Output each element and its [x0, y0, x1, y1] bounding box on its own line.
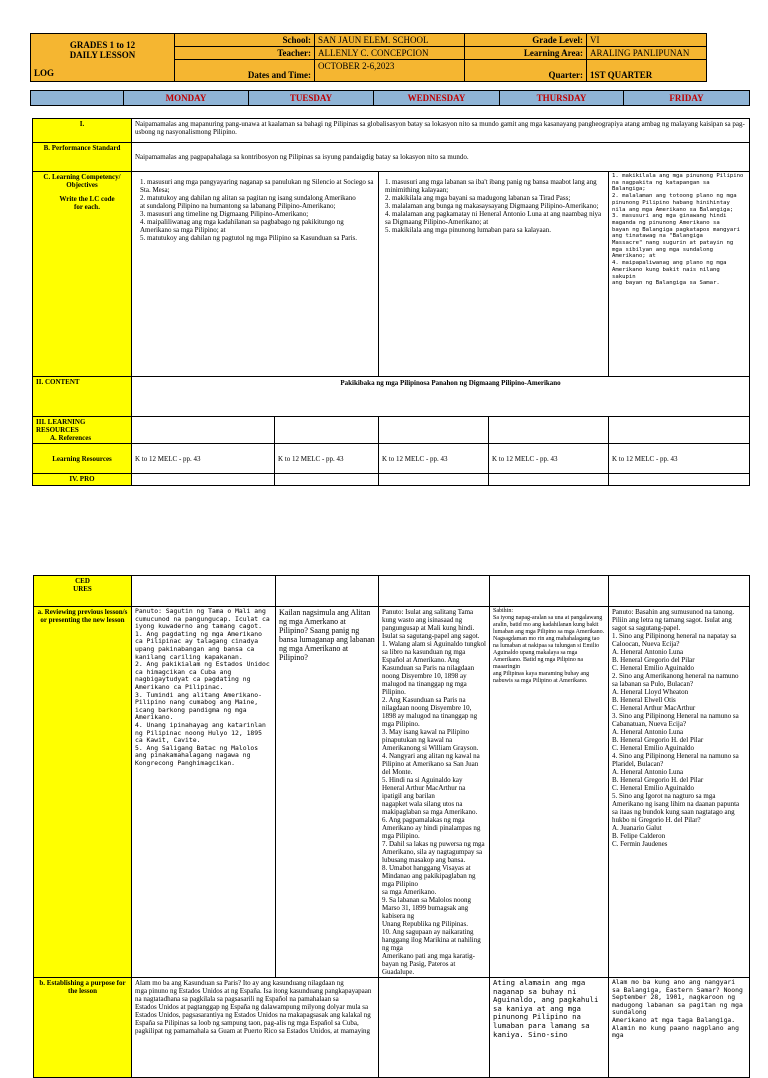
- pro-cell-thu: [489, 474, 609, 486]
- quarter-value: 1ST QUARTER: [587, 60, 707, 82]
- quarter-label: Quarter:: [465, 60, 587, 82]
- dates-value: OCTOBER 2-6,2023: [315, 60, 465, 82]
- area-label: Learning Area:: [465, 47, 587, 60]
- purpose-label: b. Establishing a purpose for the lesson: [34, 978, 132, 1078]
- teacher-value: ALLENLY C. CONCEPCION: [315, 47, 465, 60]
- lesson-table-page1: [32, 118, 750, 486]
- header-table: [30, 33, 707, 82]
- days-bar: [30, 90, 750, 106]
- pro-cell-mon: [132, 474, 275, 486]
- day-thursday: THURSDAY: [500, 91, 624, 106]
- pro-cell-tue: [275, 474, 379, 486]
- pro-cell-fri: [609, 474, 750, 486]
- purpose-wednesday: Ating alamain ang mga naganap sa buhay ni Aguinaldo, ang pagkahuli sa kaniya at ang mga pinunong Pilipino na lumaban para lamang sa kaniya. Sino-sino: [490, 978, 609, 1078]
- p2-blank-fri: [609, 576, 750, 607]
- purpose-monday: Alam mo ba ang Kasunduan sa Paris? Ito ay ang kasunduang nilagdaan ng mga pinuno ng Estados Unidos at ng España. Isa itong kasunduang pangkapayapaan na nagtatadhana sa pagkilala sa pagsasarili ng Español na pamahalaan sa Estados Unidos at pagtanggap ng España ng dalawampung milyong dolyar mula sa Estados Unidos, pagsasarantiya ng Estados Unidos na makapagsasak ang kalakal ng España sa Pilipinas sa loob ng sampung taon, pag-alis ng mga Español sa Cuba, pagkilipat ng pamamahala sa Guam at Puerto Rico sa Estados Unidos, at mamaying: [132, 978, 379, 1078]
- day-wednesday: WEDNESDAY: [374, 91, 500, 106]
- days-bar-blank: [31, 91, 124, 106]
- purpose-friday: Alam mo ba kung ano ang nangyari sa Balangiga, Eastern Samar? Noong September 28, 1901, nagkaroon ng madugong labanan sa pagitan ng mga sundalong Amerikano at mga taga Balangiga. Alamin mo kung paano nagplano ang mga: [609, 978, 750, 1078]
- lesson-table-page2: [33, 575, 750, 1078]
- p2-blank-tue: [276, 576, 379, 607]
- lr-cell-thu: [489, 417, 609, 444]
- lr-cell-wed: [379, 417, 489, 444]
- performance-standard-label: B. Performance Standard: [33, 143, 132, 172]
- lr-cell-fri: [609, 417, 750, 444]
- lr-cell-mon: [132, 417, 275, 444]
- day-monday: MONDAY: [124, 91, 249, 106]
- lr-wednesday: K to 12 MELC - pp. 43: [379, 444, 489, 474]
- content-label: II. CONTENT: [33, 377, 132, 417]
- procedures-label-2: CED URES: [34, 576, 132, 607]
- reviewing-tuesday: Kailan nagsimula ang Alitan ng mga Amerkano at Pilipino? Saang panig ng bansa lumaganap ang labanan ng mga Amerikano at Pilipino?: [276, 607, 379, 978]
- competency-friday: 1. makikilala ang mga pinunong Pilipino na nagpakita ng katapangan sa Balangiga; 2. malalaman ang totoong plano ng mga pinunong Pilipino habang hinihintay nila ang mga Amerikano sa Balangiga; 3. masusuri ang mga ginawang hindi maganda ng pinunong Amerikano sa bayan ng Balangiga pagkatapos mangyari ang tinatawag na "Balangiga Massacre" nang sugurin at patayin ng mga sibilyan ang mga sundalong Amerikano; at 4. maipapaliwanag ang plano ng mga Amerikano kung bakit nais nilang sakupin ang bayan ng Balangiga sa Samar.: [609, 172, 750, 377]
- learning-resources-label-2: Learning Resources: [33, 444, 132, 474]
- lr-cell-tue: [275, 417, 379, 444]
- school-label: School:: [175, 34, 315, 47]
- performance-standard-text: Naipamamalas ang pagpapahalaga sa kontribosyon ng Pilipinas sa isyung pandaigdig batay sa lokasyon nito sa mundo.: [132, 143, 750, 172]
- p2-blank-wed: [379, 576, 490, 607]
- competency-monday: 1. masusuri ang mga pangyayaring naganap sa panulukan ng Silencio at Sociego sa Sta. Mesa; 2. matutukoy ang dahilan ng alitan sa pagitan ng isang sundalong Amerikano at sundalong Pilipino na humantong sa labanang Pilipino-Amerikano; 3. masusuri ang timeline ng Digmaang Pilipino-Amerikano; 4. maipaliliwanag ang mga kadahilanan sa pagbabago ng pakikitungo ng Amerikano sa mga Pilipino; at 5. matutukoy ang dahilan ng pagtutol ng mga Pilipino sa Kasunduan sa Paris.: [132, 172, 379, 377]
- reviewing-wednesday: Panuto: Isulat ang salitang Tama kung wasto ang isinasaad ng pangungusap at Mali kung hindi. Isulat sa sagutang-papel ang sagot. 1. Walang alam si Aguinaldo tungkol sa libro na kasunduan ng mga Español at Amerikano. Ang Kasunduan sa Paris na nilagdaan noong Disyembre 10, 1898 ay malugod na tinanggap ng mga Pilipino. 2. Ang Kasunduan sa Paris na nilagdaan noong Disyembre 10, 1898 ay malugod na tinanggap ng mga Pilipino. 3. May isang kawal na Pilipino pinaputukan ng kawal na Amerikanong si William Grayson. 4. Nangyari ang alitan ng kawal na Pilipino at Amerikano sa San Juan del Monte. 5. Hindi na si Aguinaldo kay Heneral Arthur MacArthur na ipatigil ang barilan nagapket wala silang utos na makipaglaban sa mga Amerikano. 6. Ang pagpamalakas ng mga Amerikano ay hindi pinalampas ng mga Pilipino. 7. Dahil sa lakas ng puwersa ng mga Amerikano, sila ay nagtagumpay sa lubusang masakop ang bansa. 8. Umabot hanggang Visayas at Mindanao ang pakikipaglaban ng mga Pilipino sa mga Amerikano. 9. Sa labanan sa Malolos noong Marso 31, 1899 bumagsak ang kabisera ng Unang Republika ng Pilipinas. 10. Ang sagupaan ay naikarating hanggang ilog Marikina at nahiling ng mga Amerikano pati ang mga karatig-bayan ng Pasig, Pateros at Guadalupe.: [379, 607, 490, 978]
- day-friday: FRIDAY: [624, 91, 750, 106]
- row-i-label: I.: [33, 119, 132, 143]
- content-standard-text: Naipamamalas ang mapanuring pang-unawa at kaalaman sa bahagi ng Pilipinas sa globalisasyon batay sa lokasyon nito sa mundo gamit ang mga kasanayang pangheograpiya atang ambag ng malayang kaisipan sa pag-usbong ng nasyonalismong Pilipino.: [132, 119, 750, 143]
- lr-tuesday: K to 12 MELC - pp. 43: [275, 444, 379, 474]
- teacher-label: Teacher:: [175, 47, 315, 60]
- content-title: Pakikibaka ng mga Pilipinosa Panahon ng Digmaang Pilipino-Amerikano: [132, 377, 750, 417]
- grade-label: Grade Level:: [465, 34, 587, 47]
- p2-blank-thu: [490, 576, 609, 607]
- lr-monday: K to 12 MELC - pp. 43: [132, 444, 275, 474]
- lr-friday: K to 12 MELC - pp. 43: [609, 444, 750, 474]
- lr-thursday: K to 12 MELC - pp. 43: [489, 444, 609, 474]
- day-tuesday: TUESDAY: [249, 91, 374, 106]
- dll-title: GRADES 1 to 12 DAILY LESSON LOG: [31, 34, 175, 82]
- reviewing-monday: Panuto: Sagutin ng Tama o Mali ang cumucunod na pangungucap. Iculat ca iyong kuwaderno ang tamang cagot. 1. Ang pagdating ng mga Amerikano ca Pilipinac ay talagang cinadya upang pakinabangan ang bansa ca kanilang cariling kapakanan. 2. Ang pakikialam ng Estados Unidoc ca himagcikan ca Cuba ang nagbigaytudyat ca pagdating ng Amerikano ca Pilipinac. 3. Tumindi ang alitang Amerikano-Pilipino nang cumabog ang Maine, icang barkong pandigma ng mga Amerikano. 4. Unang ipinahayag ang katarinlan ng Pilipinac noong Hulyo 12, 1895 ca Kawit, Cavite. 5. Ang Saligang Batac ng Malolos ang pinakamahalagang nagawa ng Kongrecong Panghimagcikan.: [132, 607, 276, 978]
- reviewing-label: a. Reviewing previous lesson/s or presenting the new lesson: [34, 607, 132, 978]
- school-value: SAN JAUN ELEM. SCHOOL: [315, 34, 465, 47]
- reviewing-friday: Panuto: Basahin ang sumusunod na tanong. Piliin ang letra ng tamang sagot. Isulat ang sagot sa sagutang-papel. 1. Sino ang Pilipinong heneral na napatay sa Caloocan, Nueva Ecija? A. Heneral Antonio Luna B. Heneral Gregorio del Pilar C. Heneral Emilio Aguinaldo 2. Sino ang Amerikanong heneral na namuno sa labanan sa Pulo, Bulacan? A. Heneral Lloyd Wheaton B. Heneral Elwell Otis C. Heneral Arthur MacArthur 3. Sino ang Pilipinong Heneral na namuno sa Cabanatuan, Nueva Ecija? A. Heneral Antonio Luna B. Heneral Gregorio H. del Pilar C. Heneral Emilio Aguinaldo 4. Sino ang Pilipinong Heneral na namuno sa Plaridel, Bulacan? A. Heneral Antonio Luna B. Heneral Gregorio H. del Pilar C. Heneral Emilio Aguinaldo 5. Sino ang Igorot na nagturo sa mga Amerikano ng isang lihim na daanan papunta sa itaas ng bundok kung saan nagtatago ang hukbo ni Gregorio H. del Pilar? A. Juanario Galut B. Felipe Calderon C. Fermin Jaudenes: [609, 607, 750, 978]
- learning-resources-label: III. LEARNING RESOURCES A. References: [33, 417, 132, 444]
- grade-value: VI: [587, 34, 707, 47]
- dates-label: Dates and Time:: [175, 60, 315, 82]
- area-value: ARALING PANLIPUNAN: [587, 47, 707, 60]
- competency-label: C. Learning Competency/ Objectives Write the LC code for each.: [33, 172, 132, 377]
- competency-wednesday: 1. masusuri ang mga labanan sa iba't ibang panig ng bansa maabot lang ang minimithing kalayaan; 2. makikilala ang mga bayani sa madugong labanan sa Tirad Pass; 3. malalaman ang bunga ng makasaysayang Digmaang Pilipino-Amerikano; 4. malalaman ang pagkamatay ni Heneral Antonio Luna at ang naambag niya sa Digmaang Pilipino-Amerikano; at 5. makikilala ang mga pinunong lumaban para sa kalayaan.: [379, 172, 609, 377]
- p2-blank-mon: [132, 576, 276, 607]
- purpose-wed-blank: [379, 978, 490, 1078]
- procedures-label: IV. PRO: [33, 474, 132, 486]
- reviewing-thursday: Sabihin: Sa iyong napag-aralan sa una at pangalawang aralin, batid mo ang kadahilanan kung bakit lumaban ang mga Pilipino sa mga Amerikano. Nagsagdaman mo rin ang mahahalagang tao na lumaban at nakipaa sa tulungan si Emilio Aguinaldo upang makalaya sa mga Amerikano. Batid ng mga Pilipino na maaaringin ang Pilipinas kaya maraming buhay ang nabuwis sa mga Pilipino at Amerikano.: [490, 607, 609, 978]
- pro-cell-wed: [379, 474, 489, 486]
